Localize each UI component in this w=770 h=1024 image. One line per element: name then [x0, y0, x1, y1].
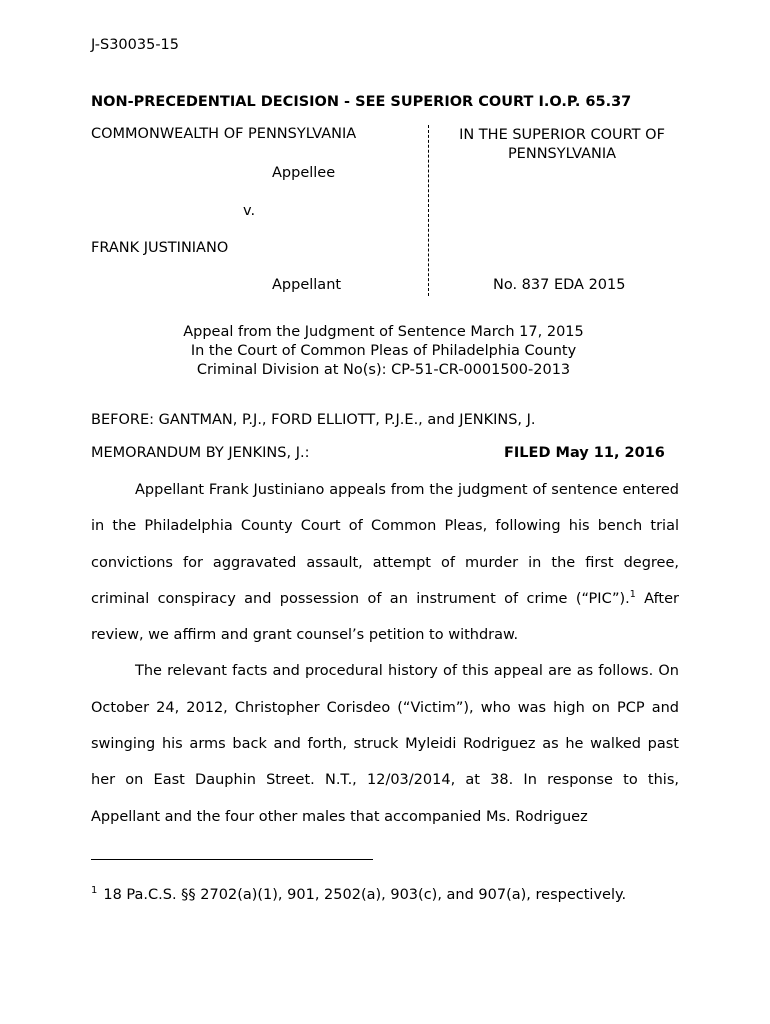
caption-docket-number: No. 837 EDA 2015: [493, 277, 626, 293]
caption-defendant-role: Appellant: [272, 277, 342, 293]
opinion-body: [91, 472, 679, 835]
panel-line: BEFORE: GANTMAN, P.J., FORD ELLIOTT, P.J.E., and JENKINS, J.: [91, 412, 536, 428]
filed-date: FILED May 11, 2016: [504, 445, 665, 461]
caption-plaintiff-role: Appellee: [272, 165, 336, 181]
footnote-text: 18 Pa.C.S. §§ 2702(a)(1), 901, 2502(a), 903(c), and 907(a), respectively.: [103, 886, 627, 903]
footnote-divider: [91, 859, 373, 860]
paragraph-1-tail: After review, we affirm and grant counsel’s petition to withdraw.: [91, 590, 679, 644]
footnote: [91, 885, 626, 903]
appeal-line-2: In the Court of Common Pleas of Philadelphia County: [190, 343, 577, 359]
caption-court: IN THE SUPERIOR COURT OF PENNSYLVANIA: [459, 127, 665, 162]
docket-code: J-S30035-15: [91, 37, 180, 53]
memorandum-author: MEMORANDUM BY JENKINS, J.:: [91, 445, 310, 461]
caption-plaintiff: COMMONWEALTH OF PENNSYLVANIA: [91, 126, 357, 142]
caption-divider: [428, 125, 429, 296]
non-precedential-notice: NON-PRECEDENTIAL DECISION - SEE SUPERIOR COURT I.O.P. 65.37: [91, 94, 632, 110]
paragraph-2: The relevant facts and procedural history of this appeal are as follows. On October 24, 2012, Christopher Corisdeo (“Victim”), who was high on PCP and swinging his arms back and forth, struck Myleidi Rodriguez as he walked past her on East Dauphin Street. N.T., 12/03/2014, at 38. In response to this, Appellant and the four other males that accompanied Ms. Rodriguez: [91, 663, 679, 825]
footnote-reference: 1: [629, 589, 636, 601]
appeal-line-1: Appeal from the Judgment of Sentence March 17, 2015: [183, 324, 584, 340]
paragraph-1: [91, 472, 679, 653]
caption-defendant: FRANK JUSTINIANO: [91, 240, 229, 256]
appeal-statement: [91, 323, 676, 380]
caption-versus: v.: [243, 203, 256, 219]
footnote-mark: 1: [91, 885, 98, 896]
appeal-line-3: Criminal Division at No(s): CP-51-CR-0001500-2013: [196, 362, 571, 378]
paragraph-1-text: Appellant Frank Justiniano appeals from the judgment of sentence entered in the Philadelphia County Court of Common Pleas, following his bench trial convictions for aggravated assault, attempt of murder in the first degree, criminal conspiracy and possession of an instrument of crime (“PIC”).: [91, 482, 679, 607]
